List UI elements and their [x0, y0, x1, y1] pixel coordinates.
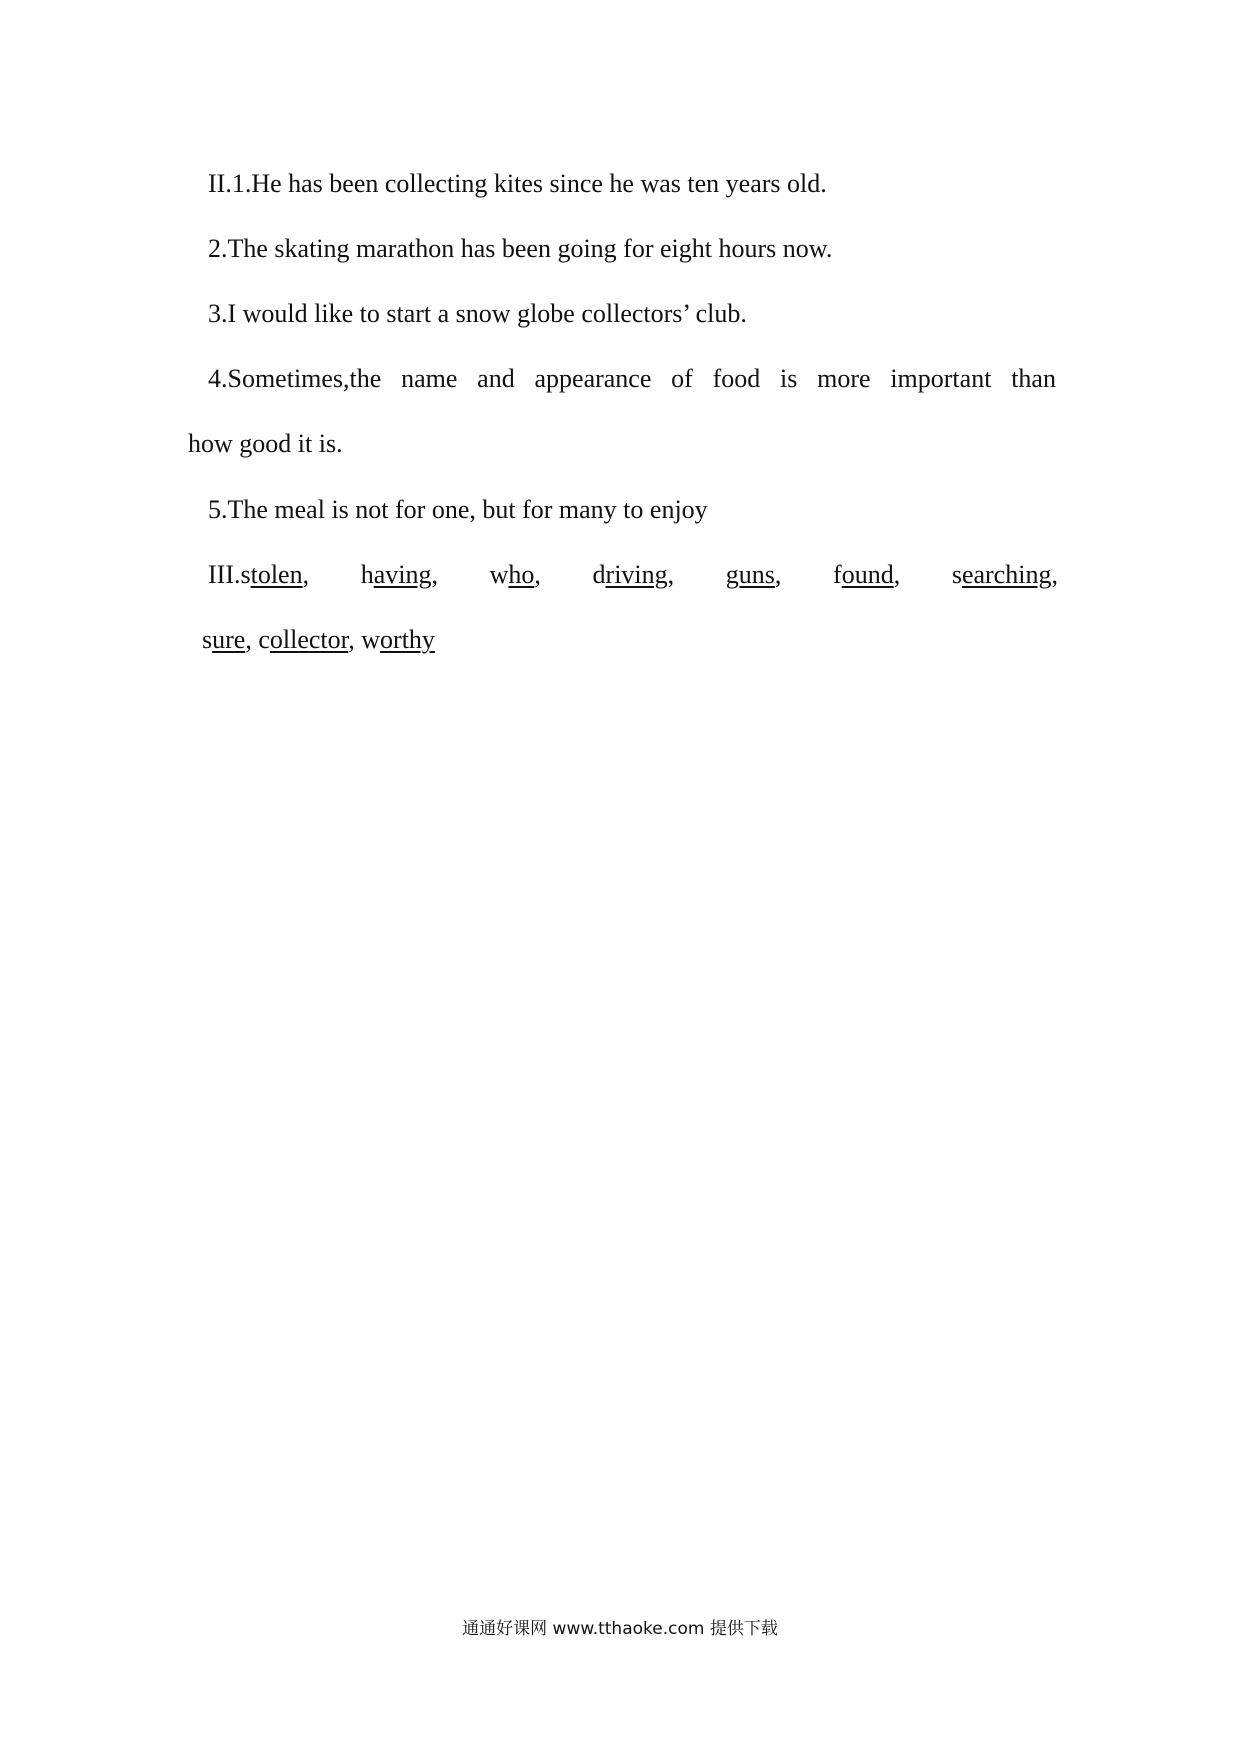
footer-source-note: 通通好课网 www.tthaoke.com 提供下载	[462, 1619, 778, 1639]
filled-answer: ollector	[269, 625, 349, 654]
answer-2-4-word: 4.Sometimes,the	[208, 364, 382, 393]
given-letter: d	[592, 560, 606, 589]
filled-answer: ure	[212, 625, 246, 654]
answer-3-word	[593, 559, 675, 591]
punctuation: ,	[667, 560, 675, 589]
given-letter: c	[258, 625, 270, 654]
filled-answer: orthy	[380, 625, 435, 654]
answer-3-word	[361, 559, 438, 591]
answer-2-5: 5.The meal is not for one, but for many to enjoy	[208, 495, 708, 524]
answer-2-4-word: name	[401, 364, 458, 393]
answer-2-4-word: and	[477, 364, 515, 393]
answer-3-word	[202, 625, 252, 654]
answer-2-4-word: is	[780, 364, 798, 393]
answer-2-4-word: important	[890, 364, 992, 393]
answer-3-word	[258, 625, 354, 654]
punctuation: ,	[302, 560, 310, 589]
punctuation: ,	[245, 625, 252, 654]
answer-3-word	[361, 625, 435, 654]
punctuation: ,	[893, 560, 901, 589]
answer-3-line-1	[208, 559, 1058, 591]
answer-2-4-word: more	[817, 364, 871, 393]
answer-2-4	[208, 363, 1056, 395]
given-letter: h	[360, 560, 374, 589]
filled-answer: guns	[725, 560, 775, 589]
given-letter: w	[489, 560, 509, 589]
given-letter: s	[951, 560, 962, 589]
punctuation: ,	[1051, 560, 1058, 589]
answer-3-word	[726, 559, 782, 591]
answer-3-word	[952, 559, 1058, 591]
filled-answer: riving	[605, 560, 668, 589]
given-letter: f	[833, 560, 842, 589]
answer-3-word	[833, 559, 900, 591]
punctuation: ,	[348, 625, 355, 654]
answer-2-4-word: than	[1011, 364, 1056, 393]
answer-3-line-2	[202, 624, 435, 656]
answer-3-word	[208, 559, 309, 591]
punctuation: ,	[431, 560, 438, 589]
answer-2-4-continuation: how good it is.	[188, 429, 343, 458]
answer-2-4-word: food	[712, 364, 761, 393]
answer-3-word	[490, 559, 541, 591]
section-3-prefix: III.	[208, 560, 241, 589]
punctuation: ,	[534, 560, 541, 589]
filled-answer: earching	[961, 560, 1052, 589]
answer-2-3: 3.I would like to start a snow globe collectors’ club.	[208, 299, 747, 328]
answer-2-2: 2.The skating marathon has been going for eight hours now.	[208, 234, 833, 263]
filled-answer: ho	[508, 560, 535, 589]
filled-answer: tolen	[250, 560, 303, 589]
filled-answer: aving	[373, 560, 432, 589]
given-letter: s	[202, 625, 213, 654]
answer-2-1: II.1.He has been collecting kites since he was ten years old.	[208, 169, 827, 198]
given-letter: s	[240, 560, 251, 589]
given-letter: w	[361, 625, 381, 654]
answer-2-4-word: of	[671, 364, 693, 393]
punctuation: ,	[774, 560, 782, 589]
answer-2-4-word: appearance	[534, 364, 652, 393]
filled-answer: ound	[841, 560, 894, 589]
